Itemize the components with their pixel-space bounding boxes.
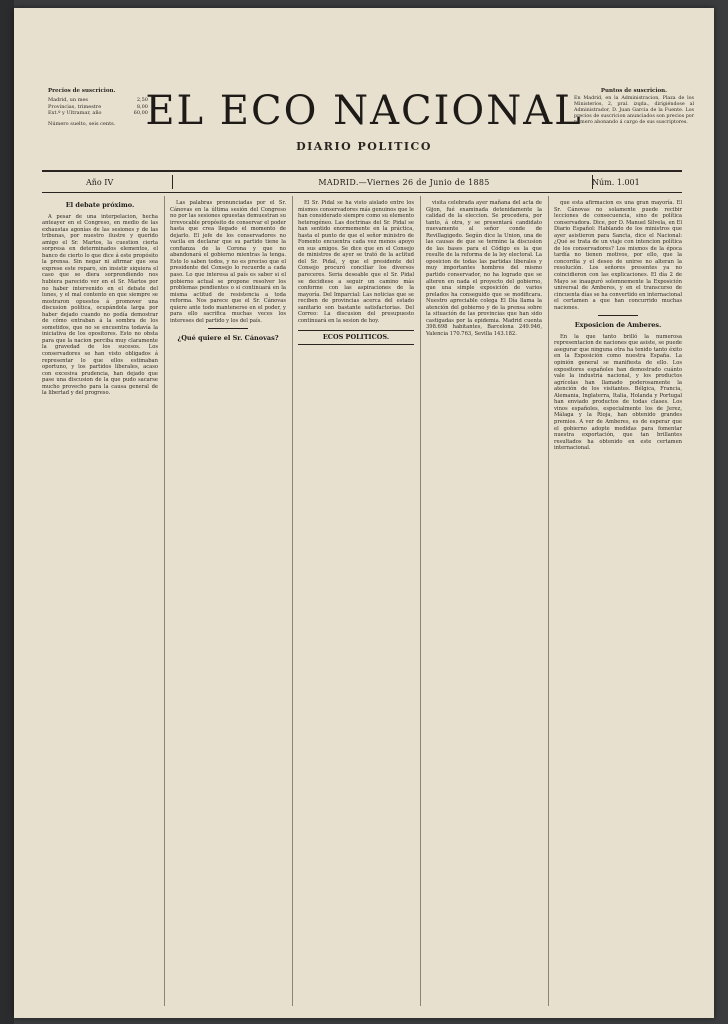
article-text: visita celebrada ayer mañana del acta de Gijon, fué examinada detenidamente la calidad de la eleccion. Se procedera, por tanto, á otra, y se presentará candidato nuevamente al señor conde de Revillagigedo. Según dice la Union, una de las causas de que se termine la discusion de las bases para el Código es la que resulte de la reforma de la ley electoral. La oposicion de todas las partidas liberales y muy importantes hombres del mismo partido conservador, no ha logrado que se alteren en nada el proyecto del gobierno, que una simple exposición de varios prelados ha conseguido que se modificara. Nuestro apreciable colega El Día llama la atención del gobierno y de la prensa sobre la situación de las provincias que han sido castigadas por la epidemia. Madrid cuenta 398.698 habitantes, Barcelona 249.946, Valencia 170.763, Sevilla 143.182.	[426, 200, 542, 337]
column-1	[42, 196, 158, 1006]
dateline-divider	[172, 175, 173, 189]
year-label: Año IV	[86, 177, 114, 187]
column-5	[554, 196, 682, 1006]
subscription-label: Provincias, trimestre	[48, 103, 102, 110]
issue-number: Núm. 1.001	[592, 177, 640, 187]
article-title: Exposicion de Amberes.	[574, 321, 662, 330]
column-rule	[548, 196, 549, 1006]
article-title: ¿Qué quiere el Sr. Cánovas?	[177, 334, 279, 343]
article-columns	[42, 196, 684, 1006]
newspaper-title: EL ECO NACIONAL	[145, 88, 583, 134]
article-text: A pesar de una interpelacion, hecha anteayer en el Congreso, en medio de las exhaustas agonías de las sesiones y de las tribunas, por nuestro ilustre y querido amigo el Sr. Martos, la cuestion cierta sorpresa en determinados elementos, el banco de cierto lo que dice á este propósito la prensa. Sin negar ni afirmar que sea exprese este reparo, sin insistir siquiera el caso que se diera sorprendiendo nos hubiera parecido ver en el Sr. Martos por no haber intervenido en el debate del lunes, y el mal contento en que siempre se mostraron opuestos á promover una discusion política, ocupándola larga por haber dejado cuando no podía demostrar de cómo entraban á la sombra de los sometidos, que no se encuentra todavía la iniciativa de los opositores. Esto no obsta para que la nacion perciba muy claramente la gravedad de los sucesos. Los conservadores se han visto obligados á representar lo que ellos estimaban oportuno, y los partidos liberales, acaso con excesiva prudencia, han dejado que pase una discusion de la que pudo sacarse mucho provecho para la causa general de la libertad y del progreso.	[42, 213, 158, 397]
masthead	[14, 68, 714, 178]
subscription-points-header: Puntos de suscricion.	[600, 88, 668, 94]
article-title: El debate próximo.	[65, 201, 135, 209]
article-text: que esta afirmacion es una gran mayoría. El Sr. Cánovas no solamente puede recibir lecciones de consecuencia, sino de política conservadora. Dice, por D. Manuel Silvela, en El Diario Español: Hablando de los ministros que ayer asistieron para Sancta, dice el Nacional: ¿Qué se trata de un viaje con intencion política de los conservadores? Los mismos de la época tardía no tienen motivos, por ello, que la concordia y el deseo de unirse no alteran la resolución. Los señores presentes ya no coincidieron con las explicaciones. El día 2 de Mayo se inauguró solemnemente la Exposición universal de Amberes, y en el transcurso de cincuenta días se ha convertido en internacional el certamen a que han concurrido muchas naciones.	[554, 200, 682, 311]
section-rule	[208, 328, 248, 329]
subscription-points-text: En Madrid, en la Administracion, Plaza de los Ministerios, 2, pral. izqda., dirigiéndose al Administrador, D. Juan Garcia de la Fuente. Los precios de suscricion anunciados son precios por número abonando á cargo de sus suscriptores.	[574, 96, 694, 125]
column-2	[170, 196, 286, 1006]
subscription-header: Precios de suscricion.	[48, 88, 116, 94]
subscription-value: 2,50	[136, 97, 148, 104]
subscription-value: 8,00	[136, 103, 148, 110]
subscription-row	[48, 110, 148, 116]
section-title-boxed: ECOS POLITICOS.	[298, 330, 414, 345]
column-3	[298, 196, 414, 1006]
scan-background	[0, 0, 14, 1024]
dateline-bar	[42, 170, 682, 193]
subscription-label: Ext.º y Ultramar, año	[48, 110, 102, 117]
article-text: Las palabras pronunciadas por el Sr. Cánovas en la última sesión del Congreso no por las sesiones opuestas demuestran su irrevocable propósito de conservar el poder hasta que crea llegado el momento de dejarlo. El jefe de los conservadores no vacila en declarar que su partido tiene la confianza de la Corona y que no abandonará el gobierno mientras la tenga. Esto lo saben todos, y no es preciso que el presidente del Consejo lo recuerde a cada paso. Lo que interesa al país es saber si el gobierno actual se propone resolver los problemas pendientes o si continuará en la misma actitud de resistencia a toda reforma. Nos parece que el Sr. Cánovas quiere ante todo mantenerse en el poder, y para ello sacrifica muchas veces los intereses del partido y los del país.	[170, 200, 286, 324]
dateline-divider	[592, 175, 593, 189]
column-4	[426, 196, 542, 1006]
single-issue-price: Número suelto, seis cents.	[48, 120, 116, 127]
subscription-prices	[48, 88, 148, 127]
section-rule	[598, 315, 638, 316]
article-text: El Sr. Pidal se ha visto aislado entre los mismos conservadores más genuinos que le han considerado siempre como su elemento heterogéneo. Las doctrinas del Sr. Pidal se han sentido enormemente en la práctica, hasta el punto de que el señor ministro de Fomento encuentra cada vez menos apoyo en sus amigos. Se dice que en el Consejo de ministros de ayer se trató de la actitud del Sr. Pidal, y que el presidente del Consejo procuró conciliar los diversos pareceres. Seria deseable que el Sr. Pidal se decidiese a seguir un camino más conforme con las aspiraciones de la mayoría. Del Imparcial: Las noticias que se reciben de provincias acerca del estado sanitario son bastante satisfactorias. Del Correo: La discusion del presupuesto continuará en la sesion de hoy.	[298, 200, 414, 324]
column-rule	[292, 196, 293, 1006]
subscription-points	[574, 88, 694, 126]
column-rule	[420, 196, 421, 1006]
subscription-label: Madrid, un mes	[48, 97, 88, 104]
newspaper-page	[14, 8, 714, 1018]
newspaper-subtitle: DIARIO POLITICO	[296, 140, 432, 153]
date-label: MADRID.—Viernes 26 de Junio de 1885	[318, 177, 490, 187]
article-text: En la que tanto brilló la numerosa representacion de naciones que asiste, se puede asegurar que ninguna otra ha tenido tanto éxito en la Exposición como nuestra España. La opinión general se manifiesta de ello. Los expositores españoles han demostrado cuánto vale la industria nacional, y los productos agrícolas han llamado poderosamente la atención de los visitantes. Bélgica, Francia, Alemania, Inglaterra, Italia, Holanda y Portugal han enviado productos de todas clases. Los vinos españoles, especialmente los de Jerez, Málaga y la Rioja, han obtenido grandes premios. A ver de Amberes, es de esperar que el gobierno adopte medidas para fomentar nuestra exportación, que tan brillantes resultados ha obtenido en este certamen internacional.	[554, 333, 682, 452]
column-rule	[164, 196, 165, 1006]
subscription-value: 60,00	[133, 110, 148, 117]
